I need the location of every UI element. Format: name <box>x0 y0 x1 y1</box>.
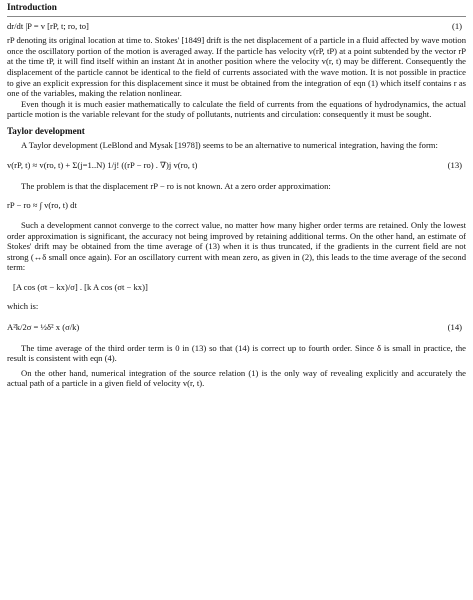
equation-second-term-body: [A cos (σt − kx)/σ] . [k A cos (σt − kx)] <box>13 281 148 292</box>
equation-zero-order <box>7 200 466 211</box>
equation-14 <box>7 322 466 333</box>
which-is-text: which is: <box>7 301 39 312</box>
taylor-paragraph-4: The time average of the third order term is 0 in (13) so that (14) is correct up to fourth order. Since δ is small in practice, the result is consistent with eqn (4). <box>7 342 466 364</box>
equation-second-term <box>13 282 466 293</box>
section-heading-taylor: Taylor development <box>7 125 85 136</box>
taylor-paragraph-5: On the other hand, numerical integration of the source relation (1) is the only way of revealing explicitly and accurately the actual path of a particle in a given field of velocity v(r, t). <box>7 367 466 389</box>
equation-1 <box>7 21 466 32</box>
equation-zero-order-body: rP − ro ≈ ∫ v(ro, t) dt <box>7 200 77 211</box>
equation-13-body: v(rP, t) ≈ v(ro, t) + Σ(j=1..N) 1/j! ((rP − ro) . ∇)j v(ro, t) <box>7 160 198 171</box>
taylor-paragraph-1: A Taylor development (LeBlond and Mysak [1978]) seems to be an alternative to numerical integration, having the form: <box>21 139 438 150</box>
equation-13 <box>7 160 466 171</box>
equation-1-number: (1) <box>451 20 462 31</box>
taylor-paragraph-2: The problem is that the displacement rP − ro is not known. At a zero order approximation: <box>21 180 331 191</box>
equation-1-body: dr/dt |P = v [rP, t; ro, to] <box>7 20 89 31</box>
equation-13-number: (13) <box>447 160 462 171</box>
section-heading-introduction: Introduction <box>7 2 57 12</box>
intro-paragraph-1: rP denoting its original location at time to. Stokes' [1849] drift is the net displacement of a particle in a fluid affected by wave motion once the oscillatory portion of the motion is averaged away. If the particle has velocity v(rP, tP) at a point subtended by the vector rP at the time tP, it will find itself within an instant Δt in another position where the velocity v(r, t) may be different. Consequently the displacement of the particle cannot be identical to the field of currents associated with the wave motion. It is not possible in practice to give an explicit expression for this displacement since it must be obtained from the integration of eqn (1) which itself contains r as one of the variables, making the relation nonlinear. <box>7 35 466 99</box>
taylor-paragraph-3: Such a development cannot converge to the correct value, no matter how many higher order terms are retained. Only the lowest order approximation is significant, the accuracy not being improved by retaining additional terms. On the other hand, an estimate of Stokes' drift may be obtained from the time average of (13) when it is thus truncated, if the gradients in the current field are not strong (↔δ small once again). For an oscillatory current with mean zero, as given in (2), this leads to the time average of the second term: <box>7 219 466 273</box>
equation-14-body: A²k/2σ = ½δ² x (σ/k) <box>7 322 80 333</box>
equation-14-number: (14) <box>447 322 462 333</box>
heading-rule <box>7 16 466 17</box>
intro-paragraph-2: Even though it is much easier mathematically to calculate the field of currents from the equations of hydrodynamics, the actual particle motion is the variable relevant for the study of pollutants, nutrients and circulation: consequently it must be sought. <box>7 98 466 120</box>
